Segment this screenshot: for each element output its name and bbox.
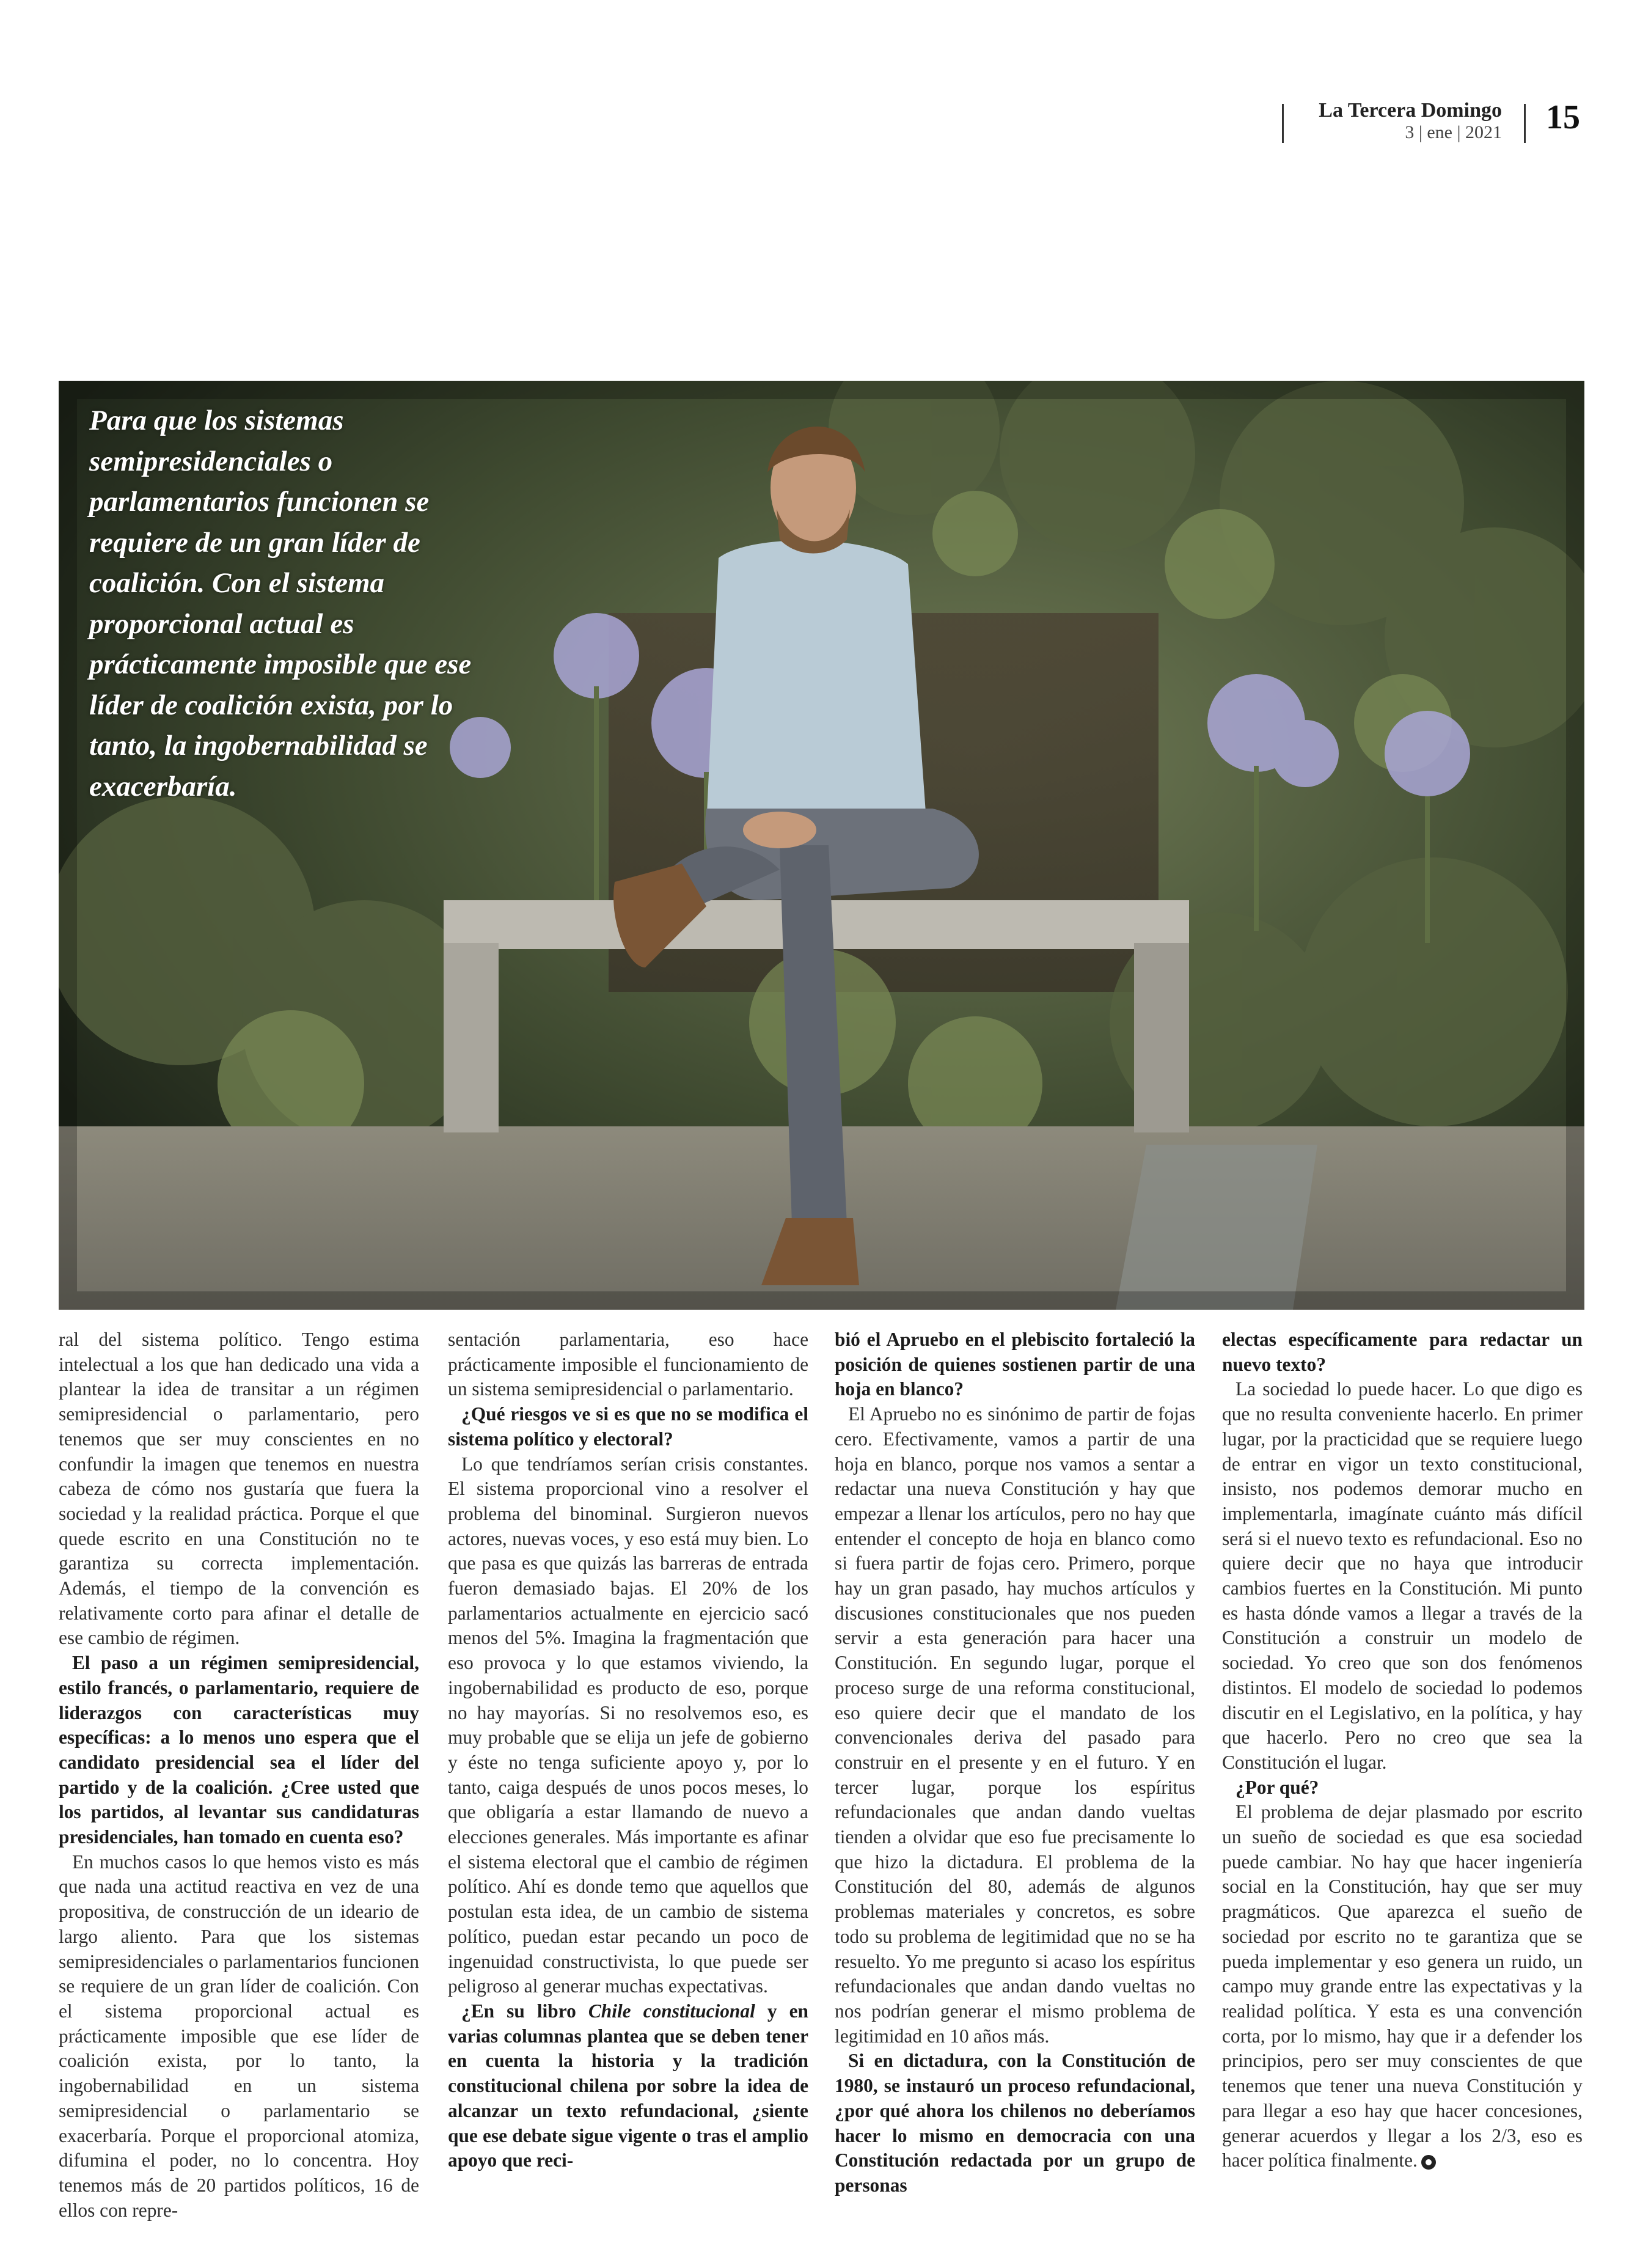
article-column-1 xyxy=(59,1327,419,2223)
article-column-2 xyxy=(448,1327,808,2173)
publication-date: 3 | ene | 2021 xyxy=(1405,122,1502,142)
paragraph: La sociedad lo puede hacer. Lo que digo es que no resulta conveniente hacerlo. En primer lugar, por la practicidad que se requiere luego de entrar en vigor un texto constitucional, insisto, nos podemos demorar mucho en implementarla, imagínate cuánto más difícil será si el nuevo texto es refundacional. Eso no quiere decir que no haya que introducir cambios fuertes en la Constitución. Mi punto es hasta dónde vamos a llegar a través de la Constitución a construir un modelo de sociedad. Yo creo que son dos fenómenos distintos. El modelo de sociedad lo podemos discutir en el Legislativo, en la política, y hay que hacerlo. Pero no creo que sea la Constitución el lugar. xyxy=(1222,1378,1583,1773)
interview-question: Si en dictadura, con la Constitución de 1980, se instauró un proceso refundacional, ¿por qué ahora los chilenos no deberíamos hacer lo mismo en democracia con una Constitución redactada por un grupo de personas xyxy=(835,2050,1195,2196)
paragraph xyxy=(1222,1800,1583,2173)
paragraph-text: El problema de dejar plasmado por escrito un sueño de sociedad es que esa sociedad puede cambiar. No hay que hacer ingeniería social en la Constitución, hay que ser muy pragmáticos. Que aparezca el sueño de sociedad por escrito no te garantiza que se pueda implementar y eso genera un ruido, un campo muy grande entre las expectativas y la realidad política. Y esta es una convención corta, por lo mismo, hay que ir a defender los principios, pero ser muy conscientes de que tenemos que tener una nueva Constitución y para llegar a eso hay que hacer concesiones, generar acuerdos y llegar a los 2/3, eso es hacer política finalmente. xyxy=(1222,1801,1583,2171)
end-of-article-icon xyxy=(1421,2155,1436,2170)
paragraph: sentación parlamentaria, eso hace prácticamente imposible el funcionamiento de un sistema semipresidencial o parlamentario. xyxy=(448,1329,808,1400)
book-title: Chile constitucional xyxy=(588,2000,755,2022)
page-number: 15 xyxy=(1546,98,1580,136)
paragraph: Lo que tendríamos serían crisis constantes. El sistema proporcional vino a resolver el problema del binominal. Surgieron nuevos actores, nuevas voces, y eso está muy bien. Lo que pasa es que quizás las barreras de entrada fueron demasiado bajas. El 20% de los parlamentarios actualmente en ejercicio sacó menos del 5%. Imagina la fragmentación que eso provoca y lo que estamos viviendo, la ingobernabilidad es producto de eso, porque no hay mayorías. Si no resolvemos eso, es muy probable que se elija un jefe de gobierno y éste no tenga suficiente apoyo y, por lo tanto, caiga después de unos pocos meses, lo que obligaría a estar llamando de nuevo a elecciones generales. Más importante es afinar el sistema electoral que el cambio de régimen político. Ahí es donde temo que aquellos que postulan esta idea, de un cambio de sistema político, puedan estar pecando un poco de ingenuidad constructivista, lo que puede ser peligroso al generar muchas expectativas. xyxy=(448,1453,808,1997)
publication-name: La Tercera Domingo xyxy=(1319,99,1502,122)
paragraph: En muchos casos lo que hemos visto es más que nada una actitud reactiva en vez de una propositiva, de construcción de un ideario de largo aliento. Para que los sistemas semipresidenciales o parlamentarios funcionen se requiere de un gran líder de coalición. Con el sistema proporcional actual es prácticamente imposible que ese líder de coalición exista, por lo tanto, la ingobernabilidad en un sistema semipresidencial o parlamentario se exacerbaría. Porque el proporcional atomiza, difumina el poder, no lo concentra. Hoy tenemos más de 20 partidos políticos, 16 de ellos con repre- xyxy=(59,1851,419,2221)
interview-question: El paso a un régimen semipresidencial, estilo francés, o parlamentario, requiere de liderazgos con características muy específicas: a lo menos uno espera que el candidato presidencial sea el líder del partido y de la coalición. ¿Cree usted que los partidos, al levantar sus candidaturas presidenciales, han tomado en cuenta eso? xyxy=(59,1652,419,1848)
article-column-4 xyxy=(1222,1327,1583,2173)
question-text: ¿En su libro xyxy=(461,2000,588,2022)
interview-question xyxy=(448,1999,808,2173)
pull-quote: Para que los sistemas semipresidenciales o parlamentarios funcionen se requiere de un gran líder de coalición. Con el sistema proporcional actual es prácticamente imposible que ese líder de coalición exista, por lo tanto, la ingobernabilidad se exacerbaría. xyxy=(89,405,472,802)
interview-question: electas específicamente para redactar un nuevo texto? xyxy=(1222,1329,1583,1375)
interview-question: ¿Por qué? xyxy=(1235,1776,1319,1798)
paragraph: El Apruebo no es sinónimo de partir de fojas cero. Efectivamente, vamos a partir de una hoja en blanco, porque nos vamos a sentar a redactar una nueva Constitución y hay que empezar a llenar los artículos, pero no hay que entender el concepto de hoja en blanco como si fuera partir de fojas cero. Primero, porque hay un gran pasado, hay muchos artículos y discusiones constitucionales que nos pueden servir a esta generación para hacer una Constitución. En segundo lugar, porque el proceso surge de una reforma constitucional, eso quiere decir que el mandato de los convencionales deriva del pasado para construir en el presente y en el futuro. Y en tercer lugar, porque los espíritus refundacionales que andan dando vueltas tienden a olvidar que eso fue precisamente lo que hizo la dictadura. El problema de la Constitución del 80, además de algunos problemas materiales y concretos, es sobre todo su problema de legitimidad que no se ha resuelto. Yo me pregunto si acaso los espíritus refundacionales que andan dando vueltas no nos podrían generar el mismo problema de legitimidad en 10 años más. xyxy=(835,1403,1195,2047)
question-text: y en varias columnas plantea que se deben tener en cuenta la historia y la tradición constitucional chilena por sobre la idea de alcanzar un texto refundacional, ¿siente que ese debate sigue vigente o tras el amplio apoyo que reci- xyxy=(448,2000,808,2171)
article-column-3 xyxy=(835,1327,1195,2198)
interview-question: bió el Apruebo en el plebiscito fortaleció la posición de quienes sostienen partir de una hoja en blanco? xyxy=(835,1329,1195,1400)
header-rule-right xyxy=(1524,104,1526,143)
paragraph: ral del sistema político. Tengo estima intelectual a los que han dedicado una vida a plantear la idea de transitar a un régimen semipresidencial o parlamentario, pero tenemos que ser muy conscientes en no confundir la imagen que tenemos en nuestra cabeza de cómo nos gustaría que fuera la sociedad y la realidad práctica. Porque el que quede escrito en una Constitución no te garantiza su correcta implementación. Además, el tiempo de la convención es relativamente corto para afinar el detalle de ese cambio de régimen. xyxy=(59,1329,419,1649)
interview-question: ¿Qué riesgos ve si es que no se modifica el sistema político y electoral? xyxy=(448,1403,808,1450)
